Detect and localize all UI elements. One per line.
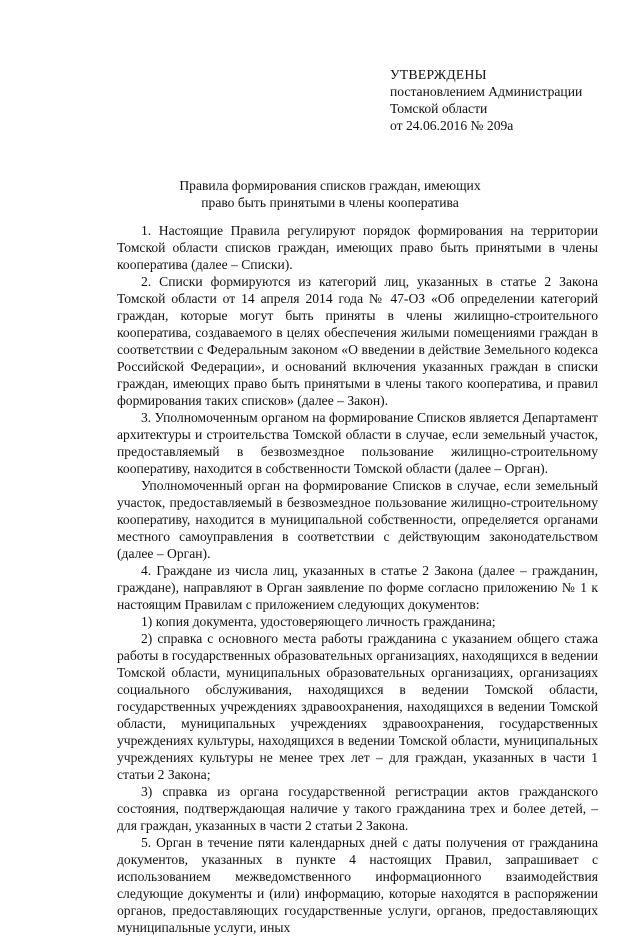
document-title-line-2: право быть принятыми в члены кооператива	[201, 195, 459, 210]
paragraph-3-continued: Уполномоченный орган на формирование Списков в случае, если земельный участок, предоставляемый в безвозмездное пользование жилищно-строительному кооперативу, находится в муниципальной собственности, определяется органами местного самоуправления в соответствии с действующим законодательством (далее – Орган).	[117, 478, 598, 561]
paragraph-2: 2. Списки формируются из категорий лиц, указанных в статье 2 Закона Томской области от 14 апреля 2014 года № 47-ОЗ «Об определении категорий граждан, которые могут быть приняты в члены жилищно-строительного кооператива, создаваемого в целях обеспечения жилыми помещениями граждан в соответствии с Федеральным законом «О введении в действие Земельного кодекса Российской Федерации», и оснований включения указанных граждан в списки граждан, имеющих право быть принятыми в члены такого кооператива, и правил формирования таких списков» (далее – Закон).	[117, 274, 598, 408]
approval-line-3: от 24.06.2016 № 209а	[390, 118, 514, 133]
document-title	[100, 177, 560, 211]
paragraph-4: 4. Граждане из числа лиц, указанных в статье 2 Закона (далее – гражданин, граждане), направляют в Орган заявление по форме согласно приложению № 1 к настоящим Правилам с приложением следующих документов:	[117, 563, 598, 612]
approval-stamp	[390, 66, 620, 134]
approval-line-2: Томской области	[390, 101, 488, 116]
approval-line-1: постановлением Администрации	[390, 84, 583, 99]
paragraph-5: 5. Орган в течение пяти календарных дней с даты получения от гражданина документов, указанных в пункте 4 настоящих Правил, запрашивает с использованием межведомственного информационного взаимодействия следующие документы и (или) информацию, которые находятся в распоряжении органов, предоставляющих государственные услуги, органов, предоставляющих муниципальные услуги, иных	[117, 835, 598, 935]
document-title-line-1: Правила формирования списков граждан, имеющих	[179, 178, 481, 193]
list-item-3: 3) справка из органа государственной регистрации актов гражданского состояния, подтверждающая наличие у такого гражданина трех и более детей, – для граждан, указанных в части 2 статьи 2 Закона.	[117, 784, 598, 833]
approval-heading: УТВЕРЖДЕНЫ	[390, 67, 487, 82]
document-body	[117, 222, 598, 935]
paragraph-3: 3. Уполномоченным органом на формирование Списков является Департамент архитектуры и строительства Томской области в случае, если земельный участок, предоставляемый в безвозмездное пользование жилищно-строительному кооперативу, находится в собственности Томской области (далее – Орган).	[117, 410, 598, 476]
list-item-1: 1) копия документа, удостоверяющего личность гражданина;	[141, 614, 496, 629]
paragraph-1: 1. Настоящие Правила регулируют порядок формирования на территории Томской области списков граждан, имеющих право быть принятыми в члены кооператива (далее – Списки).	[117, 223, 598, 272]
list-item-2: 2) справка с основного места работы гражданина с указанием общего стажа работы в государственных образовательных организациях, находящихся в ведении Томской области, муниципальных образовательных организациях, организациях социального обслуживания, находящихся в ведении Томской области, государственных учреждениях здравоохранения, находящихся в ведении Томской области, муниципальных учреждениях здравоохранения, государственных учреждениях культуры, находящихся в ведении Томской области, муниципальных учреждениях культуры не менее трех лет – для граждан, указанных в части 1 статьи 2 Закона;	[117, 631, 598, 782]
